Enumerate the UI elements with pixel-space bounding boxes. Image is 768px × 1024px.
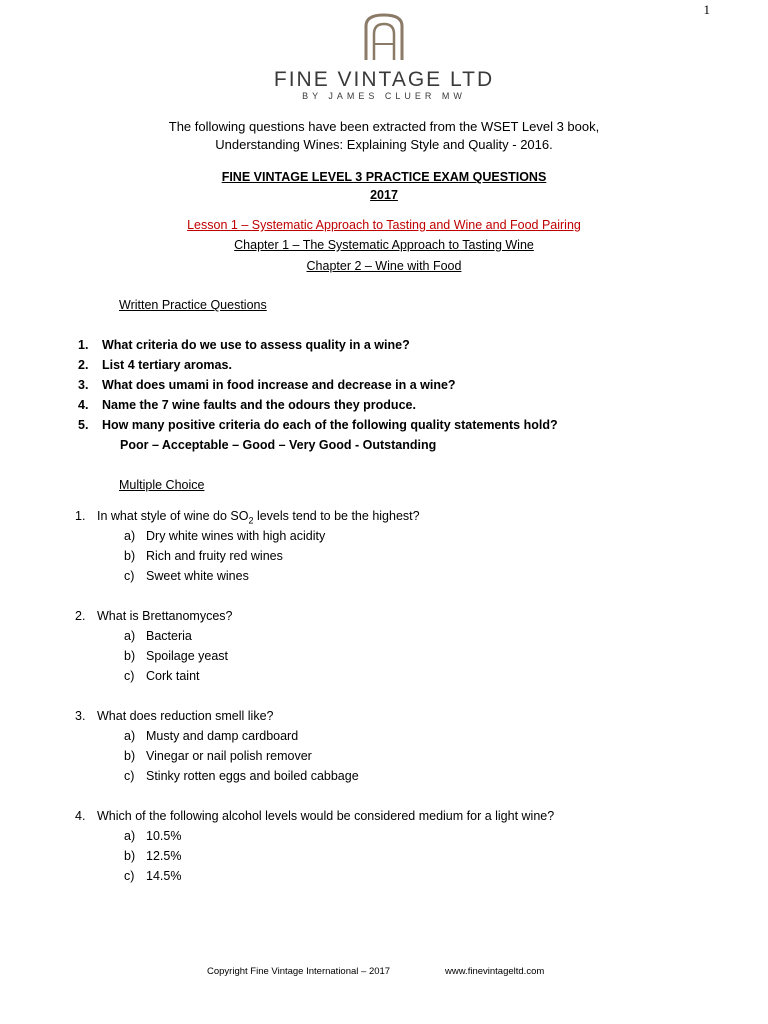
intro-text [0, 118, 768, 154]
mc-question: 1. In what style of wine do $SO_2$ levels tend to be the highest? [75, 509, 420, 526]
chapter-1-title: Chapter 1 – The Systematic Approach to Tasting Wine [234, 238, 534, 252]
footer-copyright: Copyright Fine Vintage International – 2017 [207, 966, 391, 977]
mc-option: a) Bacteria [124, 629, 192, 643]
exam-title-year: 2017 [370, 188, 398, 202]
exam-title-line-1: FINE VINTAGE LEVEL 3 PRACTICE EXAM QUESTIONS [221, 170, 547, 184]
quality-scale: Poor – Acceptable – Good – Very Good - Outstanding [120, 438, 437, 452]
chapter-2-title: Chapter 2 – Wine with Food [306, 259, 462, 273]
mc-option: b) Rich and fruity red wines [124, 549, 283, 563]
brand-name: FINE VINTAGE LTD [273, 68, 495, 91]
mc-option: c) Cork taint [124, 669, 200, 683]
logo [0, 12, 768, 101]
mc-option: c) Stinky rotten eggs and boiled cabbage [124, 769, 359, 783]
written-questions-heading: Written Practice Questions [119, 298, 267, 312]
logo-emblem-icon [362, 12, 406, 62]
written-question: 1. What criteria do we use to assess quality in a wine? [78, 338, 410, 352]
mc-option: b) Vinegar or nail polish remover [124, 749, 312, 763]
intro-line-1: The following questions have been extracted from the WSET Level 3 book, [168, 119, 600, 134]
multiple-choice-heading: Multiple Choice [119, 478, 205, 492]
intro-line-2: Understanding Wines: Explaining Style and Quality - 2016. [215, 137, 553, 152]
mc-option: c) 14.5% [124, 869, 182, 883]
written-question: 4. Name the 7 wine faults and the odours they produce. [78, 398, 416, 412]
footer-website-link[interactable]: www.finevintageltd.com [445, 966, 545, 977]
mc-option: a) 10.5% [124, 829, 182, 843]
written-question: 3. What does umami in food increase and decrease in a wine? [78, 378, 456, 392]
mc-option: b) 12.5% [124, 849, 182, 863]
mc-question: 3. What does reduction smell like? [75, 709, 274, 723]
page-number: 1 [703, 2, 710, 17]
lesson-title: Lesson 1 – Systematic Approach to Tasting and Wine and Food Pairing [187, 218, 581, 232]
mc-option: c) Sweet white wines [124, 569, 249, 583]
brand-tagline: BY JAMES CLUER MW [302, 91, 466, 101]
mc-option: b) Spoilage yeast [124, 649, 229, 663]
exam-title [0, 168, 768, 204]
mc-question: 4. Which of the following alcohol levels would be considered medium for a light wine? [75, 809, 555, 823]
written-question: 5. How many positive criteria do each of the following quality statements hold? [78, 418, 558, 432]
mc-option: a) Musty and damp cardboard [124, 729, 299, 743]
written-question: 2. List 4 tertiary aromas. [78, 358, 232, 372]
mc-question: 2. What is Brettanomyces? [75, 609, 233, 623]
mc-option: a) Dry white wines with high acidity [124, 529, 326, 543]
